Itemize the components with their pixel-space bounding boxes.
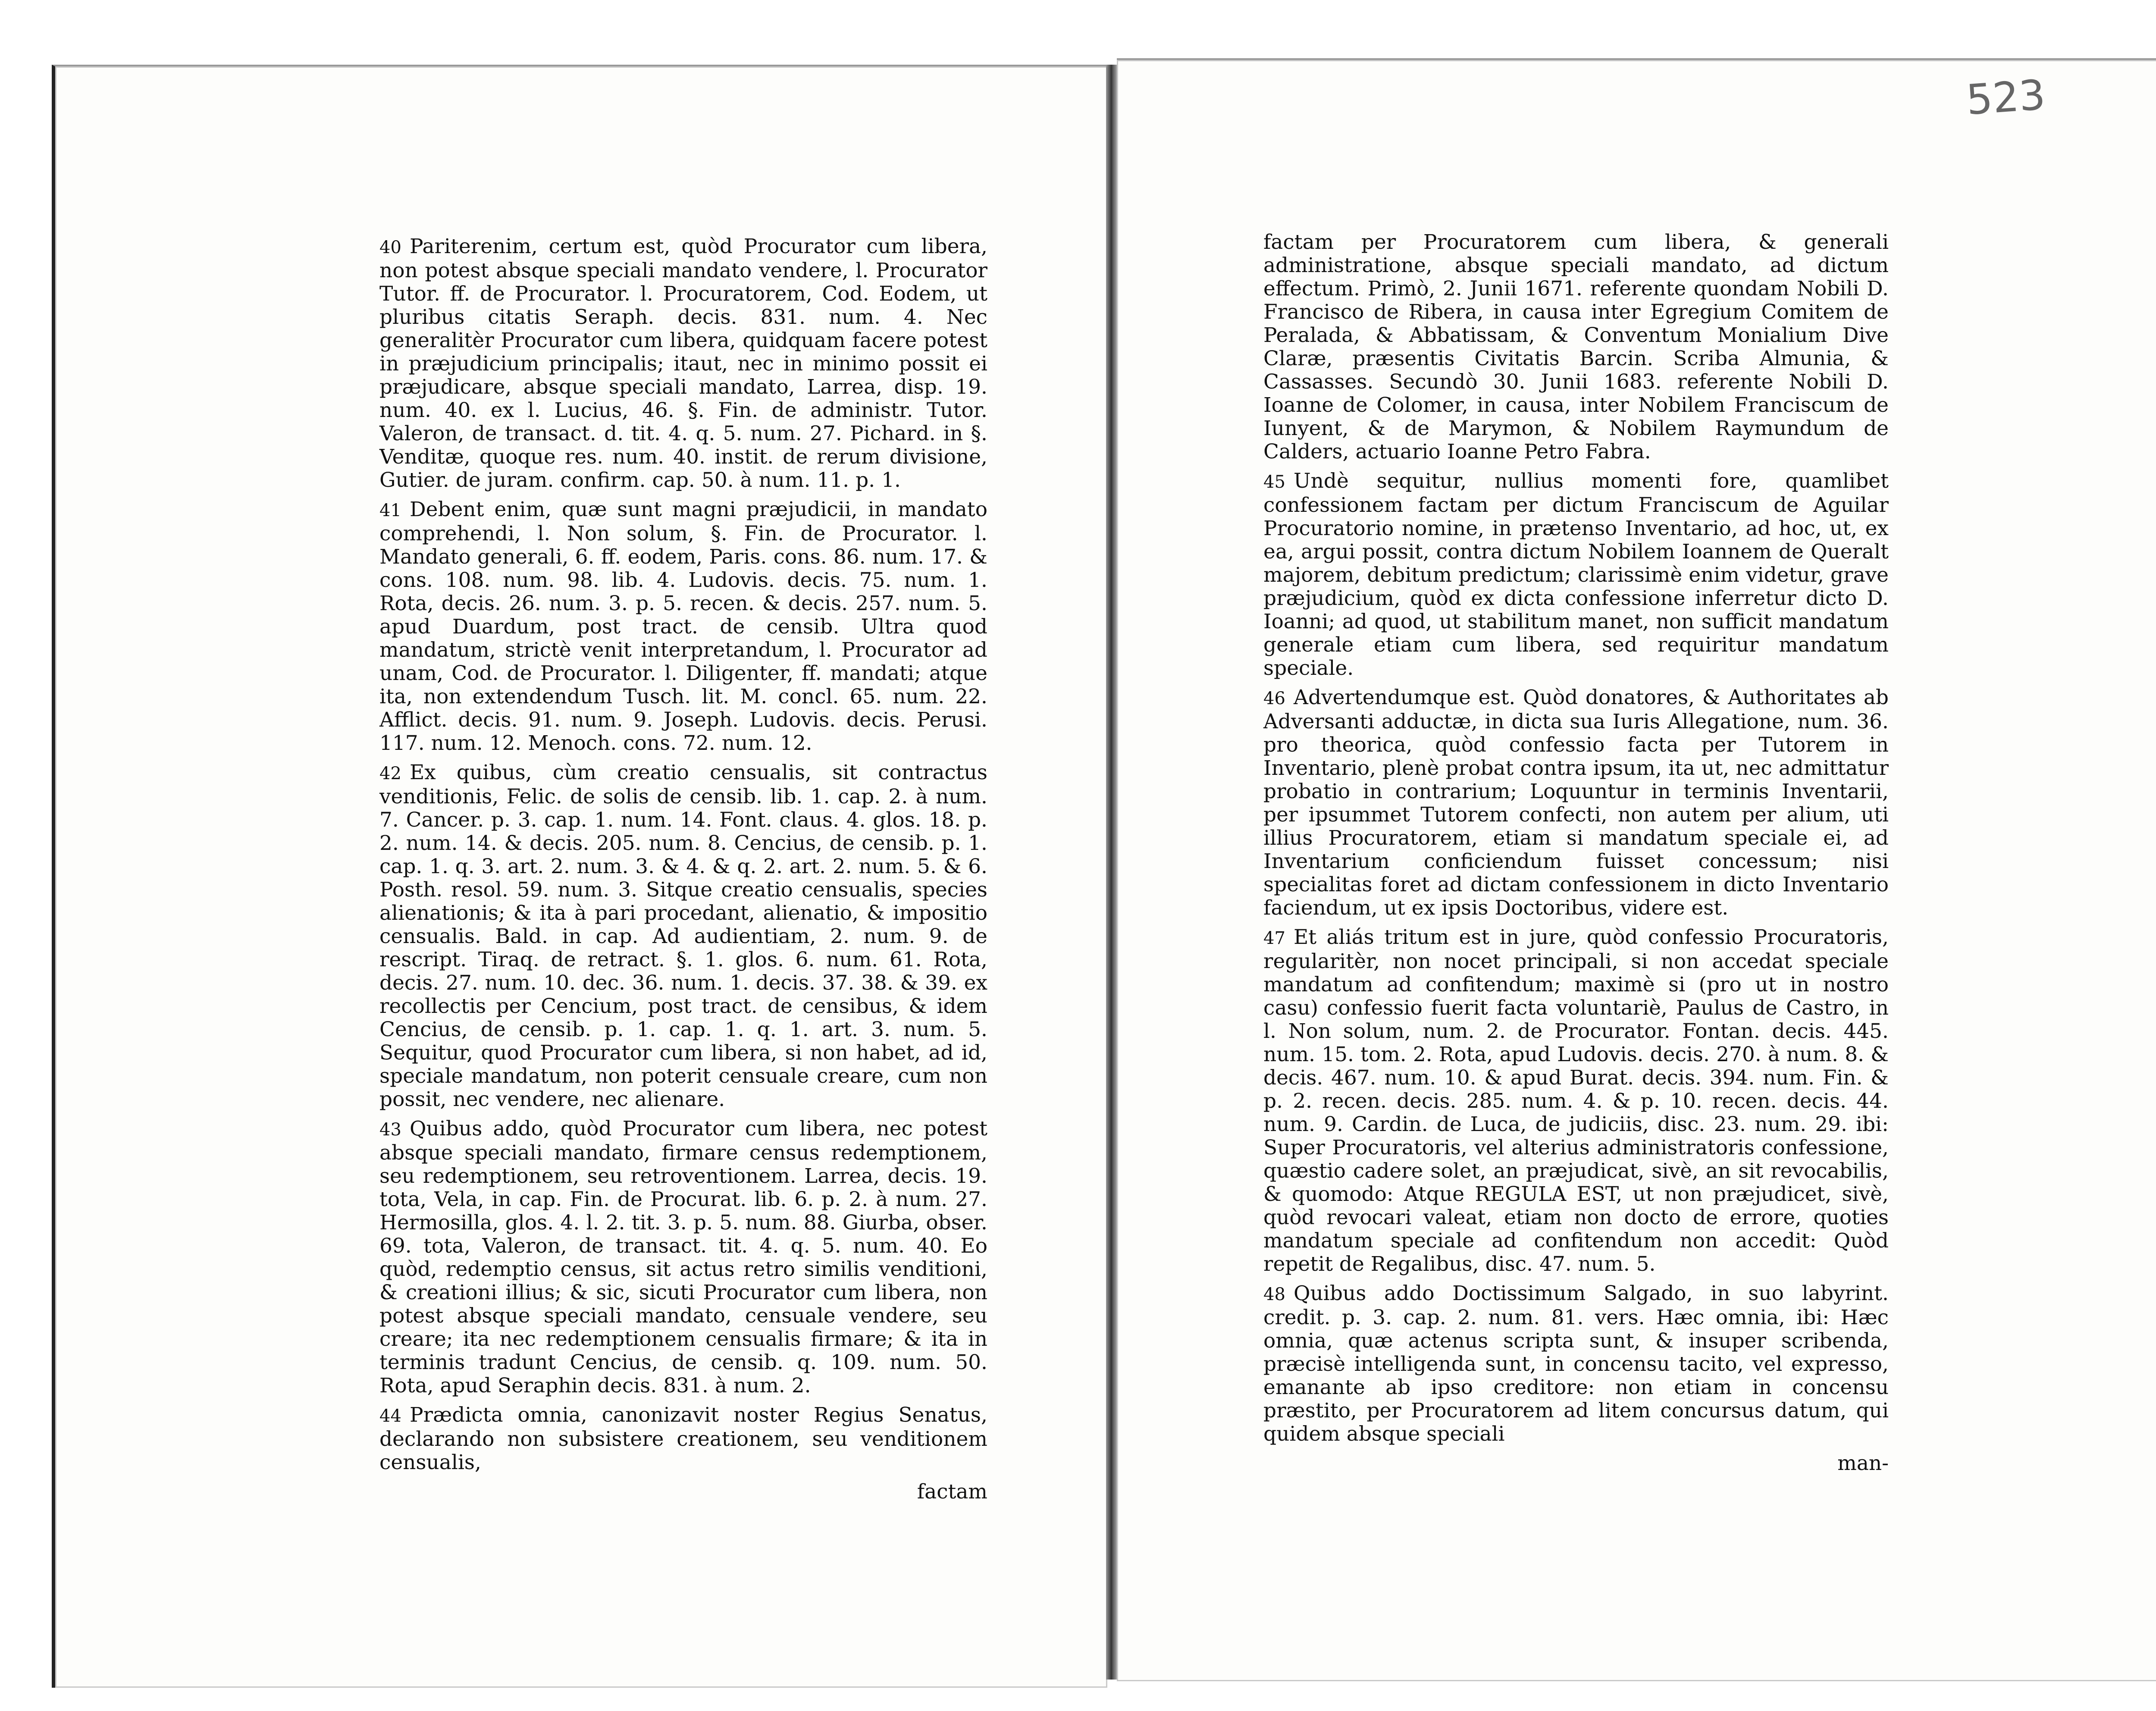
paragraph-number: 42: [379, 764, 401, 783]
left-catchword: factam: [917, 1480, 987, 1504]
paragraph-43: [379, 1117, 987, 1398]
paragraph-number: 40: [379, 238, 401, 257]
paragraph-40: [379, 235, 987, 492]
paragraph-number: 46: [1263, 689, 1285, 708]
paragraph-47: [1263, 926, 1889, 1276]
paragraph-number: 47: [1263, 928, 1285, 948]
paragraph-41: [379, 498, 987, 755]
book-gutter: [1106, 65, 1118, 1680]
paragraph-text: Quibus addo Doctissimum Salgado, in suo labyrint. credit. p. 3. cap. 2. num. 81. vers. Hæc omnia, ibi: Hæc omnia, quæ actenus scripta sunt, & insuper scribenda, præcisè intelligenda sunt, in concensu tacito, vel expresso, emanante ab ipso creditore: non etiam in concensu præstito, per Procuratorem ad litem concursus datum, qui quidem absque speciali: [1263, 1282, 1889, 1446]
paragraph-number: 48: [1263, 1285, 1285, 1304]
paragraph-text: Debent enim, quæ sunt magni præjudicii, in mandato comprehendi, l. Non solum, §. Fin. de Procurator. l. Mandato generali, 6. ff. eodem, Paris. cons. 86. num. 17. & cons. 108. num. 98. lib. 4. Ludovis. decis. 75. num. 1. Rota, decis. 26. num. 3. p. 5. recen. & decis. 257. num. 5. apud Duardum, post tract. de censib. Ultra quod mandatum, strictè venit interpretandum, l. Procurator ad unam, Cod. de Procurator. l. Diligenter, ff. mandati; atque ita, non extendendum Tusch. lit. M. concl. 65. num. 22. Afflict. decis. 91. num. 9. Joseph. Ludovis. decis. Perusi. 117. num. 12. Menoch. cons. 72. num. 12.: [379, 498, 987, 755]
paragraph-text: Ex quibus, cùm creatio censualis, sit contractus venditionis, Felic. de solis de censib. lib. 1. cap. 2. à num. 7. Cancer. p. 3. cap. 1. num. 14. Font. claus. 4. glos. 18. p. 2. num. 14. & decis. 205. num. 8. Cencius, de censib. p. 1. cap. 1. q. 3. art. 2. num. 3. & 4. & q. 2. art. 2. num. 5. & 6. Posth. resol. 59. num. 3. Sitque creatio censualis, species alienationis; & ita à pari procedant, alienatio, & impositio censualis. Bald. in cap. Ad audientiam, 2. num. 9. de rescript. Tiraq. de retract. §. 1. glos. 6. num. 61. Rota, decis. 27. num. 10. dec. 36. num. 1. decis. 37. 38. & 39. ex recollectis per Cencium, post tract. de censibus, & idem Cencius, de censib. p. 1. cap. 1. q. 1. art. 3. num. 5. Sequitur, quod Procurator cum libera, si non habet, ad id, speciale mandatum, non poterit censuale creare, cum non possit, nec vendere, nec alienare.: [379, 761, 987, 1111]
paragraph-text: Prædicta omnia, canonizavit noster Regius Senatus, declarando non subsistere creationem, seu venditionem censualis,: [379, 1403, 987, 1474]
paragraph-text: Advertendumque est. Quòd donatores, & Authoritates ab Adversanti adductæ, in dicta sua Iuris Allegatione, num. 36. pro theorica, quòd confessio facta per Tutorem in Inventario, plenè probat contra ipsum, ita ut, nec admittatur probatio in contrarium; Loquuntur in terminis Inventarii, per ipsummet Tutorem confecti, non autem per alium, uti illius Procuratorem, etiam si mandatum speciale ei, ad Inventarium conficiendum fuisset concessum; nisi specialitas foret ad dictam confessionem in dicto Inventario faciendum, ut ex ipsis Doctoribus, videre est.: [1263, 686, 1889, 920]
paragraph-number: 45: [1263, 472, 1285, 492]
paragraph-text: Quibus addo, quòd Procurator cum libera, nec potest absque speciali mandato, firmare census redemptionem, seu redemptionem, seu retroventionem. Larrea, decis. 19. tota, Vela, in cap. Fin. de Procurat. lib. 6. p. 2. à num. 27. Hermosilla, glos. 4. l. 2. tit. 3. p. 5. num. 88. Giurba, obser. 69. tota, Valeron, de transact. tit. 4. q. 5. num. 40. Eo quòd, redemptio census, sit actus retro similis venditioni, & creationi illius; & sic, sicuti Procurator cum libera, non potest absque speciali mandato, censuale vendere, seu creare; ita nec redemptionem censualis firmare; & ita in terminis tradunt Cencius, de censib. q. 109. num. 50. Rota, apud Seraphin decis. 831. à num. 2.: [379, 1117, 987, 1398]
folio-number: 523: [1965, 70, 2047, 125]
left-text-column: [379, 235, 987, 1504]
paragraph-text: Undè sequitur, nullius momenti fore, quamlibet confessionem factam per dictum Franciscum de Aguilar Procuratorio nomine, in prætenso Inventario, ad hoc, ut, ex ea, argui possit, contra dictum Nobilem Ioannem de Queralt majorem, debitum predictum; clarissimè enim videtur, grave præjudicium, quòd ex dicta confessione inferretur dicto D. Ioanni; ad quod, ut stabilitum manet, non sufficit mandatum generale etiam cum libera, sed requiritur mandatum speciale.: [1263, 469, 1889, 680]
paragraph-text: Et aliás tritum est in jure, quòd confessio Procuratoris, regularitèr, non nocet principali, si non accedat speciale mandatum ad confitendum; maximè si (pro ut in nostro casu) confessio fuerit facta voluntariè, Paulus de Castro, in l. Non solum, num. 2. de Procurator. Fontan. decis. 445. num. 15. tom. 2. Rota, apud Ludovis. decis. 270. à num. 8. & decis. 467. num. 10. & apud Burat. decis. 394. num. Fin. & p. 2. recen. decis. 285. num. 4. & p. 10. recen. decis. 44. num. 9. Cardin. de Luca, de judiciis, disc. 23. num. 29. ibi: Super Procuratoris, vel alterius administratoris confessione, quæstio cadere solet, an præjudicat, sivè, an sit revocabilis, & quomodo: Atque REGULA EST, ut non præjudicet, sivè, quòd revocari valeat, etiam non docto de errore, quoties mandatum speciale ad confitendum non accedit: Quòd repetit de Regalibus, disc. 47. num. 5.: [1263, 925, 1889, 1276]
paragraph-42: [379, 761, 987, 1111]
paragraph-44: [379, 1404, 987, 1474]
right-text-column: [1263, 231, 1889, 1475]
paragraph-number: 43: [379, 1120, 401, 1140]
right-catchword: man-: [1837, 1451, 1889, 1475]
paragraph-46: [1263, 686, 1889, 920]
paragraph-48: [1263, 1282, 1889, 1446]
paragraph-text: Pariterenim, certum est, quòd Procurator cum libera, non potest absque speciali mandato vendere, l. Procurator Tutor. ff. de Procurator. l. Procuratorem, Cod. Eodem, ut pluribus citatis Seraph. decis. 831. num. 4. Nec generalitèr Procurator cum libera, quidquam facere potest in præjudicium principalis; itaut, nec in minimo possit ei præjudicare, absque speciali mandato, Larrea, disp. 19. num. 40. ex l. Lucius, 46. §. Fin. de administr. Tutor. Valeron, de transact. d. tit. 4. q. 5. num. 27. Pichard. in §. Venditæ, quoque res. num. 40. instit. de rerum divisione, Gutier. de juram. confirm. cap. 50. à num. 11. p. 1.: [379, 235, 987, 492]
paragraph-number: 44: [379, 1406, 401, 1426]
paragraph-45: [1263, 470, 1889, 680]
continuation-paragraph: factam per Procuratorem cum libera, & generali administratione, absque speciali mandato, ad dictum effectum. Primò, 2. Junii 1671. referente quondam Nobili D. Francisco de Ribera, in causa inter Egregium Comitem de Peralada, & Abbatissam, & Conventum Monialium Dive Claræ, præsentis Civitatis Barcin. Scriba Almunia, & Cassasses. Secundò 30. Junii 1683. referente Nobili D. Ioanne de Colomer, in causa, inter Nobilem Franciscum de Iunyent, & de Marymon, & Nobilem Raymundum de Calders, actuario Ioanne Petro Fabra.: [1263, 230, 1889, 464]
paragraph-number: 41: [379, 501, 401, 520]
